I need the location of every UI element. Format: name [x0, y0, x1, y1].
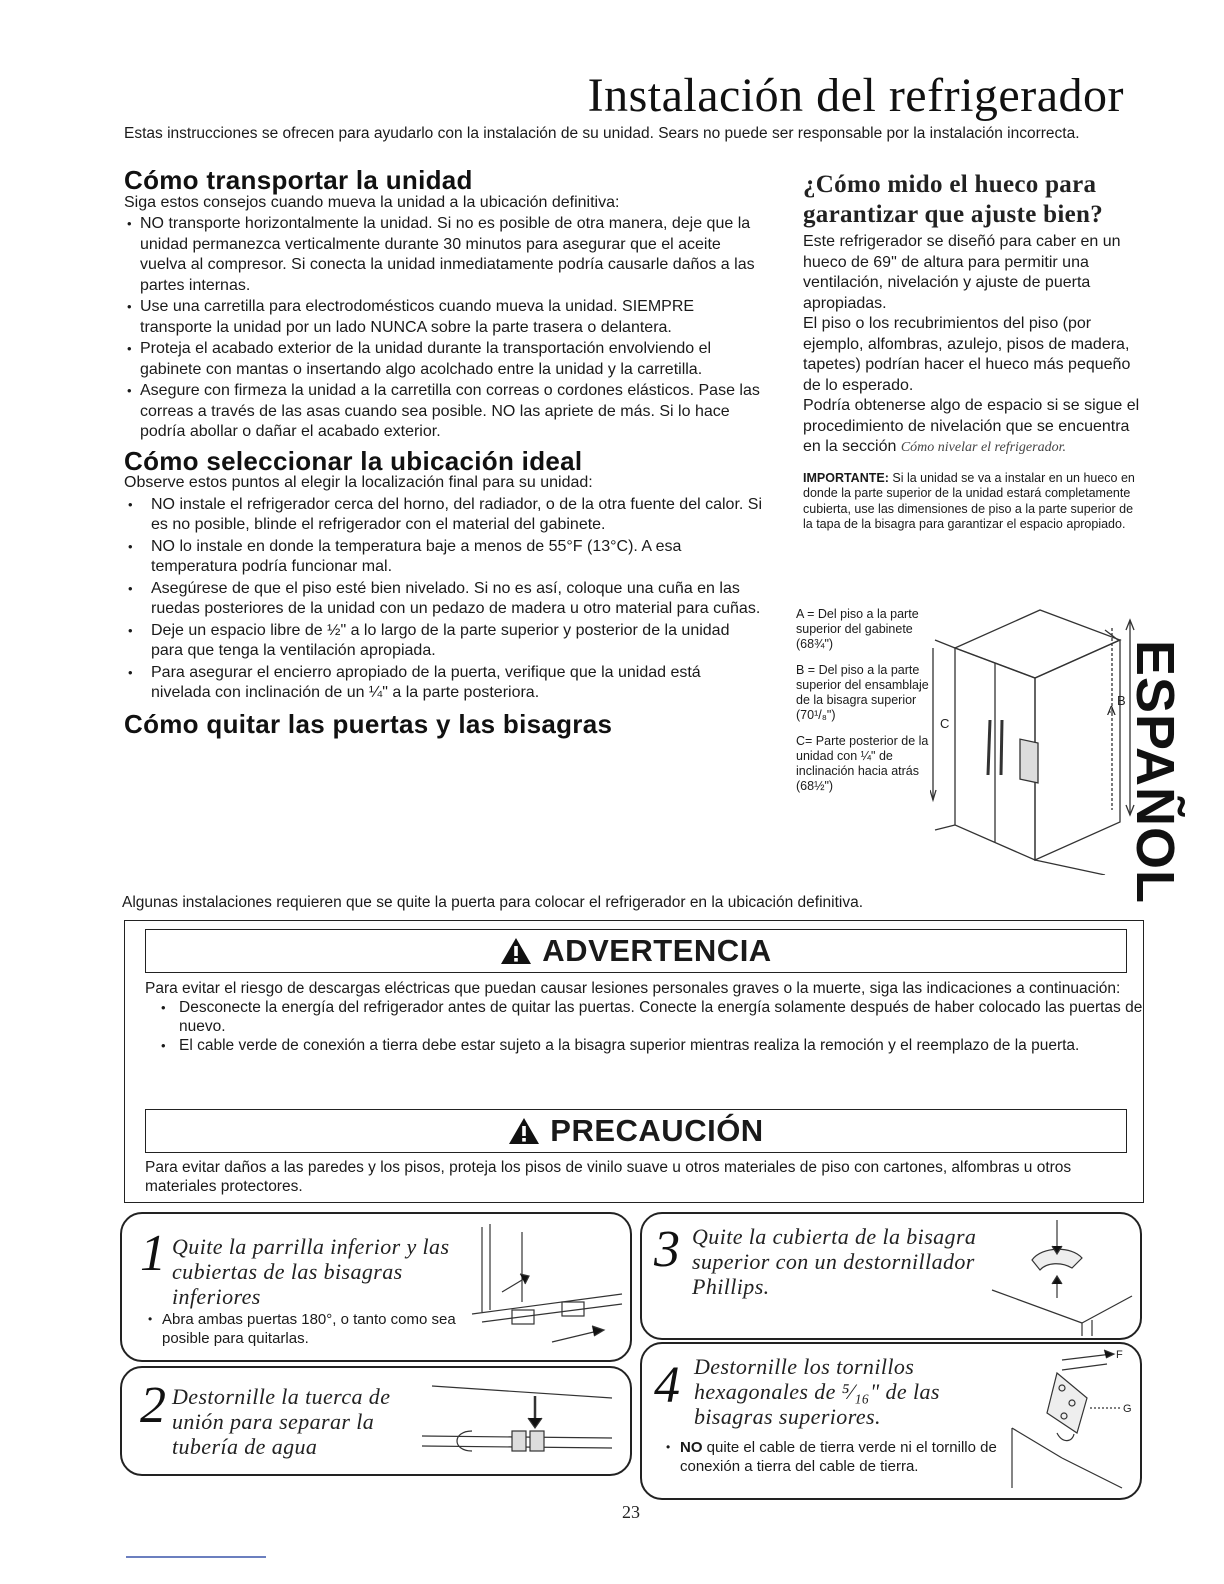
doors-note: Algunas instalaciones requieren que se quite la puerta para colocar el refrigerador en la ubicación definitiva. — [122, 894, 864, 911]
list-item: • El cable verde de conexión a tierra debe estar sujeto a la bisagra superior mientras realiza la remoción y el reemplazo de la puerta. — [145, 1036, 1145, 1055]
important-note — [803, 471, 1138, 533]
right-column — [803, 170, 1143, 533]
step-1-bullet-text: Abra ambas puertas 180°, o tanto como sea posible para quitarlas. — [162, 1311, 456, 1347]
page-number: 23 — [622, 1502, 640, 1522]
important-text: Si la unidad se va a instalar en un hueco en donde la parte superior de la unidad estará completamente cubierta, use las dimensiones de piso a la parte superior de la tapa de la bisagra para garantizar el espacio apropiado. — [803, 470, 1135, 531]
warning-lead: Para evitar el riesgo de descargas eléctricas que puedan causar lesiones personales graves o la muerte, siga las indicaciones a continuación: — [145, 980, 1121, 997]
warning-label: ADVERTENCIA — [542, 933, 772, 968]
list-item: • Proteja el acabado exterior de la unidad durante la transportación envolviendo el gabinete con mantas o insertando algo acolchado entre la unidad y la carretilla. — [124, 339, 764, 380]
caution-triangle-icon — [508, 1116, 540, 1146]
measure-p2: El piso o los recubrimientos del piso (por ejemplo, alfombras, azulejo, pisos de madera, tapetes) podrían hacer el hueco más pequeño de lo esperado. — [803, 315, 1131, 394]
page-title: Instalación del refrigerador — [587, 69, 1124, 122]
footer-rule — [126, 1556, 266, 1558]
intro-text: Estas instrucciones se ofrecen para ayudarlo con la instalación de su unidad. Sears no puede ser responsable por la instalación incorrecta. — [124, 125, 1080, 142]
important-label: IMPORTANTE: — [803, 470, 889, 485]
step-3-number: 3 — [654, 1221, 680, 1278]
measure-heading: ¿Cómo mido el hueco para garantizar que ajuste bien? — [803, 171, 1103, 228]
top-hinge-bolts-sketch — [1002, 1348, 1140, 1496]
location-list — [124, 495, 764, 704]
step-1-number: 1 — [140, 1225, 166, 1282]
warning-list — [145, 998, 1145, 1055]
list-item: • NO lo instale en donde la temperatura baje a menos de 55°F (13°C). A esa temperatura podría funcionar mal. — [124, 537, 764, 578]
warning-box — [124, 920, 1144, 1203]
transport-lead: Siga estos consejos cuando mueva la unidad a la ubicación definitiva: — [124, 193, 620, 211]
fridge-diagram-labels — [796, 607, 936, 805]
list-item: • Para asegurar el encierro apropiado de la puerta, verifique que la unidad está nivelada con inclinación de un ¼" a la parte posteriora. — [124, 663, 764, 704]
list-item: • Asegúrese de que el piso esté bien nivelado. Si no es así, coloque una cuña en las ruedas posteriores de la unidad con un pedazo de madera u otro material para cuñas. — [124, 579, 764, 620]
step-1-bullet: • Abra ambas puertas 180°, o tanto como sea posible para quitarlas. — [148, 1311, 456, 1347]
list-item: • Deje un espacio libre de ½" a lo largo de la parte superior y posterior de la unidad para que tenga la ventilación apropiada. — [124, 621, 764, 662]
warning-banner — [145, 929, 1127, 973]
label-b: B = Del piso a la parte superior del ensamblaje de la bisagra superior (70¹/₈") — [796, 663, 929, 722]
warning-triangle-icon — [500, 936, 532, 966]
hinge-cover-top-sketch — [972, 1218, 1137, 1336]
warning-text — [145, 979, 1145, 1055]
label-a: A = Del piso a la parte superior del gabinete (68¾") — [796, 607, 919, 651]
step-1-box — [120, 1212, 632, 1362]
caution-label: PRECAUCIÓN — [550, 1113, 764, 1148]
step-4-number: 4 — [654, 1357, 680, 1414]
step-4-box — [640, 1342, 1142, 1500]
doors-heading: Cómo quitar las puertas y las bisagras — [124, 708, 613, 739]
transport-heading: Cómo transportar la unidad — [124, 165, 473, 195]
measure-p3 — [803, 396, 1143, 459]
list-item: • NO instale el refrigerador cerca del horno, del radiador, o de la otra fuente del calor. Si es no posible, blinde el refrigerador con el material del gabinete. — [124, 495, 764, 536]
language-label: ESPAÑOL — [1125, 640, 1185, 905]
step-2-title: Destornille la tuerca de unión para separar la tubería de agua — [172, 1384, 391, 1459]
step-2-box — [120, 1366, 632, 1476]
label-f: F — [1116, 1349, 1123, 1361]
step-2-number: 2 — [140, 1377, 166, 1434]
dim-letter-b: B — [1117, 693, 1126, 708]
location-heading: Cómo seleccionar la ubicación ideal — [124, 445, 583, 476]
list-item: • Desconecte la energía del refrigerador antes de quitar las puertas. Conecte la energía solamente después de haber colocado las puertas de nuevo. — [145, 998, 1145, 1036]
transport-list — [124, 214, 764, 443]
list-item: • NO transporte horizontalmente la unidad. Si no es posible de otra manera, deje que la unidad permanezca verticalmente durante 30 minutos para asegurar que el aceite vuelva al compresor. Si conecta la unidad inmediatamente podría causarle daños a las partes internas. — [124, 214, 764, 296]
step-4-bullet: • NO quite el cable de tierra verde ni el tornillo de conexión a tierra del cable de tierra. — [666, 1439, 997, 1475]
measure-p3-ref: Cómo nivelar el refrigerador. — [900, 440, 1066, 455]
hinge-cover-sketch — [452, 1222, 627, 1360]
label-g: G — [1123, 1403, 1132, 1415]
measure-p1: Este refrigerador se diseñó para caber en un hueco de 69" de altura para permitir una ventilación, nivelación y ajuste de puerta apropiadas. — [803, 233, 1121, 312]
measure-p3-text: Podría obtenerse algo de espacio si se sigue el procedimiento de nivelación que se encuentra en la sección — [803, 397, 1140, 455]
location-lead: Observe estos puntos al elegir la localización final para su unidad: — [124, 474, 593, 491]
dim-letter-a: A — [1107, 703, 1116, 718]
step-4-bullet-bold: NO — [680, 1439, 703, 1456]
step-4-title: Destornille los tornillos hexagonales de ⁵⁄₁₆" de las bisagras superiores. — [694, 1354, 940, 1429]
caution-text: Para evitar daños a las paredes y los pisos, proteja los pisos de vinilo suave u otros materiales de piso con cartones, alfombras u otros materiales protectores. — [145, 1159, 1072, 1195]
step-3-title: Quite la cubierta de la bisagra superior con un destornillador Phillips. — [692, 1224, 977, 1299]
step-4-bullet-text: quite el cable de tierra verde ni el tornillo de conexión a tierra del cable de tierra. — [680, 1439, 997, 1475]
refrigerator-illustration — [930, 600, 1145, 875]
language-side-tab — [1125, 640, 1190, 910]
label-c: C= Parte posterior de la unidad con ¼" de inclinación hacia atrás (68½") — [796, 734, 929, 793]
list-item: • Asegure con firmeza la unidad a la carretilla con correas o cordones elásticos. Pase las correas a través de las asas cuando sea posible. NO las apriete de más. Si lo hace podría abollar o dañar el acabado exterior. — [124, 381, 764, 443]
left-column — [124, 165, 764, 739]
caution-banner — [145, 1109, 1127, 1153]
dim-letter-c: C — [940, 716, 950, 731]
list-item: • Use una carretilla para electrodomésticos cuando mueva la unidad. SIEMPRE transporte la unidad por un lado NUNCA sobre la parte trasera o delantera. — [124, 297, 764, 338]
step-1-title: Quite la parrilla inferior y las cubiertas de las bisagras inferiores — [172, 1234, 450, 1309]
step-3-box — [640, 1212, 1142, 1340]
water-line-sketch — [412, 1376, 622, 1466]
